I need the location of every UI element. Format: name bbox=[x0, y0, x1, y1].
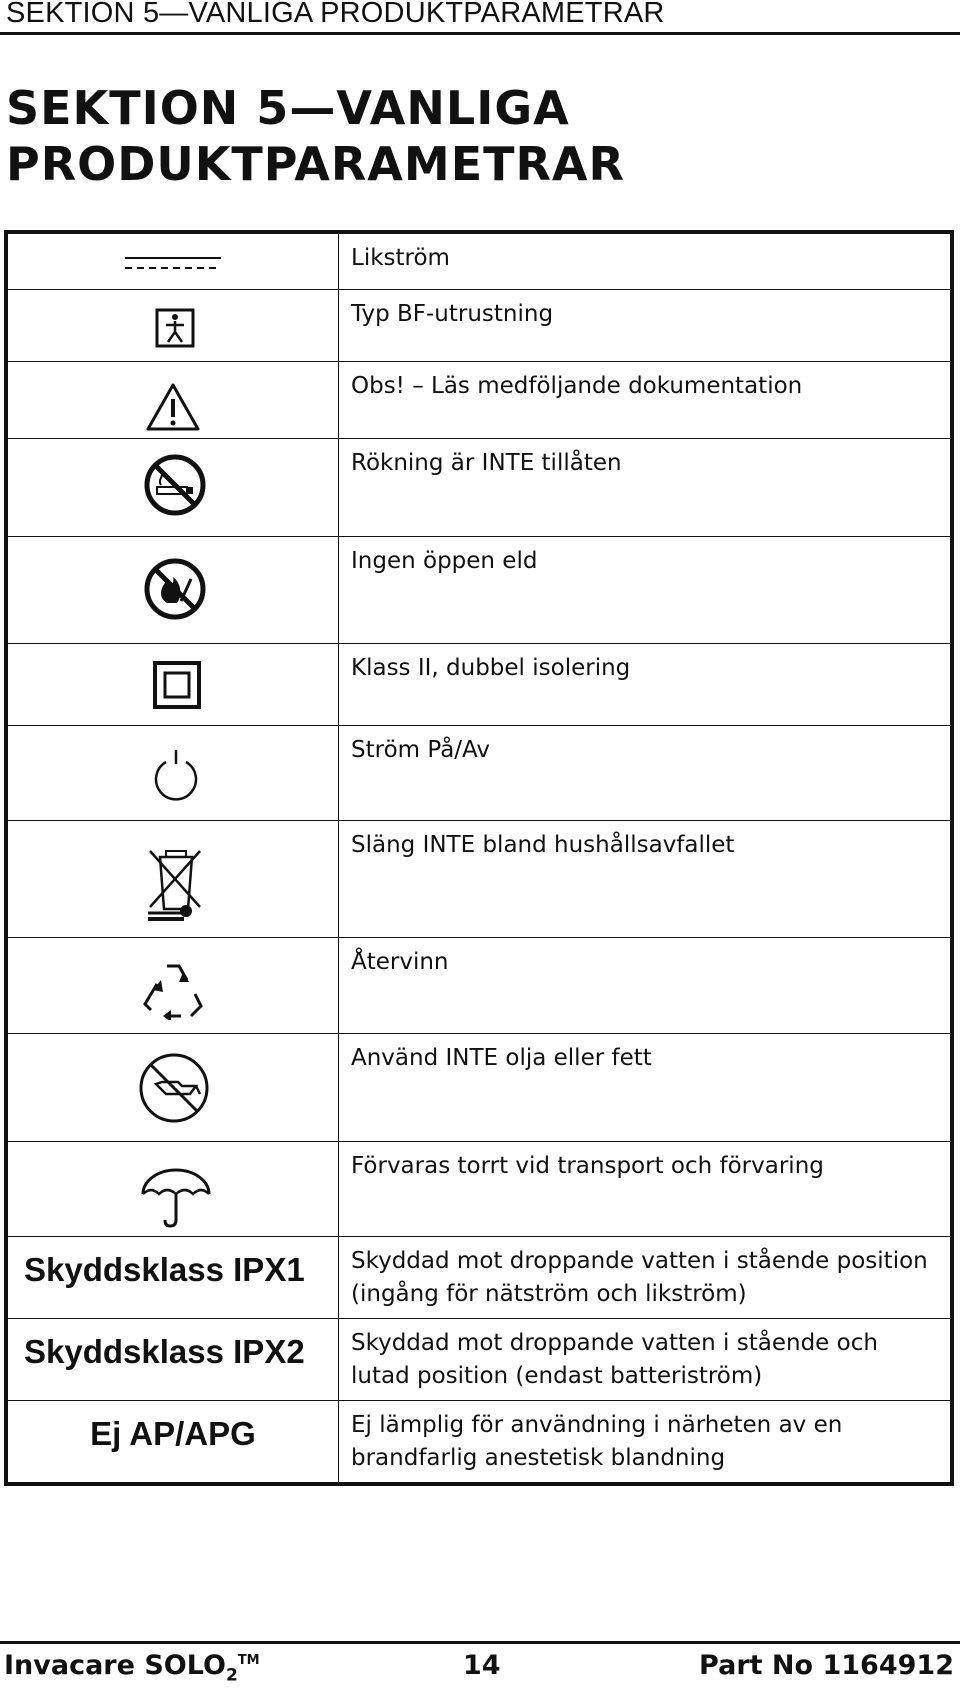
recycle-icon bbox=[8, 938, 338, 1033]
row-description: Släng INTE bland hushållsavfallet bbox=[339, 820, 953, 937]
table-row bbox=[6, 725, 952, 820]
row-description: Skyddad mot droppande vatten i stående position (ingång för nätström och likström) bbox=[339, 1236, 953, 1318]
no-open-flame-icon bbox=[8, 537, 338, 643]
warning-icon bbox=[8, 362, 338, 438]
row-description: Använd INTE olja eller fett bbox=[339, 1033, 953, 1141]
symbols-table bbox=[4, 230, 954, 1486]
table-row bbox=[6, 438, 952, 536]
row-description: Återvinn bbox=[339, 937, 953, 1033]
table-row bbox=[6, 1400, 952, 1484]
table-row bbox=[6, 1236, 952, 1318]
page-footer bbox=[0, 1641, 960, 1689]
no-smoking-icon bbox=[8, 439, 338, 536]
power-icon bbox=[8, 726, 338, 820]
table-row bbox=[6, 536, 952, 643]
brand-trademark: TM bbox=[237, 1653, 260, 1668]
page-title-line1: SEKTION 5—VANLIGA bbox=[6, 81, 570, 135]
umbrella-icon bbox=[8, 1142, 338, 1236]
table-row bbox=[6, 361, 952, 438]
ipx1-label: Skyddsklass IPX1 bbox=[24, 1250, 305, 1288]
direct-current-icon bbox=[8, 234, 338, 289]
weee-bin-icon bbox=[8, 821, 338, 937]
page-title bbox=[6, 80, 625, 192]
type-bf-icon bbox=[8, 290, 338, 361]
table-row bbox=[6, 1141, 952, 1236]
table-row bbox=[6, 232, 952, 289]
row-description: Ström På/Av bbox=[339, 725, 953, 820]
running-header-title: SEKTION 5—VANLIGA PRODUKTPARAMETRAR bbox=[6, 0, 665, 29]
ipx2-label: Skyddsklass IPX2 bbox=[24, 1332, 305, 1370]
footer-brand bbox=[4, 1650, 260, 1685]
brand-subscript: 2 bbox=[225, 1665, 238, 1686]
table-row bbox=[6, 289, 952, 361]
row-description: Obs! – Läs medföljande dokumentation bbox=[339, 361, 953, 438]
running-header bbox=[0, 0, 960, 35]
table-row bbox=[6, 643, 952, 725]
row-description: Förvaras torrt vid transport och förvaring bbox=[339, 1141, 953, 1236]
row-description: Rökning är INTE tillåten bbox=[339, 438, 953, 536]
brand-name: Invacare SOLO bbox=[4, 1650, 226, 1681]
row-description: Klass II, dubbel isolering bbox=[339, 643, 953, 725]
no-oil-icon bbox=[8, 1034, 338, 1141]
row-description: Skyddad mot droppande vatten i stående och lutad position (endast batteriström) bbox=[339, 1318, 953, 1400]
table-row bbox=[6, 820, 952, 937]
row-description: Ingen öppen eld bbox=[339, 536, 953, 643]
ap-apg-label: Ej AP/APG bbox=[90, 1414, 256, 1452]
part-number: Part No 1164912 bbox=[699, 1650, 954, 1681]
row-description: Ej lämplig för användning i närheten av en brandfarlig anestetisk blandning bbox=[339, 1400, 953, 1484]
page-title-line2: PRODUKTPARAMETRAR bbox=[6, 137, 625, 191]
table-row bbox=[6, 1033, 952, 1141]
table-row bbox=[6, 937, 952, 1033]
row-description: Likström bbox=[339, 232, 953, 289]
class-ii-icon bbox=[8, 644, 338, 725]
row-description: Typ BF-utrustning bbox=[339, 289, 953, 361]
page-number: 14 bbox=[463, 1650, 501, 1681]
table-row bbox=[6, 1318, 952, 1400]
